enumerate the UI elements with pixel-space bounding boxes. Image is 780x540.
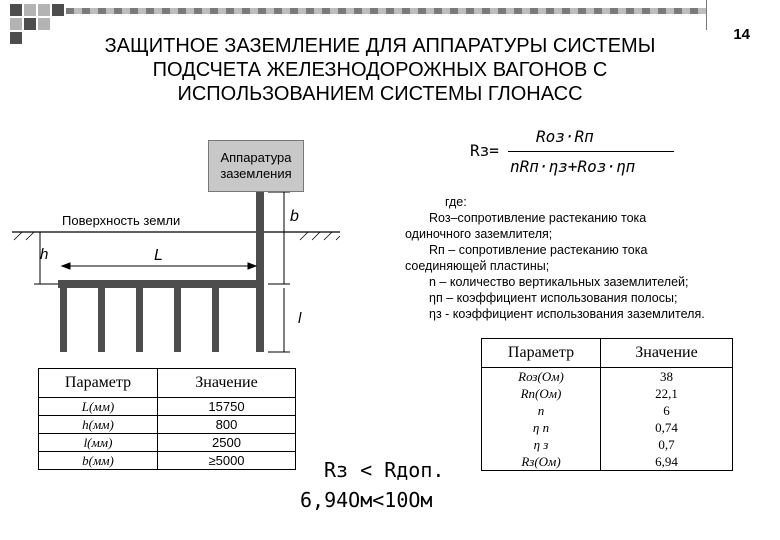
table-cell: L(мм) bbox=[39, 398, 158, 416]
dimension-b bbox=[268, 192, 290, 284]
formula-denominator: nRп·ηз+Rоз·ηп bbox=[510, 157, 636, 176]
table-row bbox=[482, 368, 733, 471]
table-header-cell: Параметр bbox=[39, 369, 158, 398]
slide-title: ЗАЩИТНОЕ ЗАЗЕМЛЕНИЕ ДЛЯ АППАРАТУРЫ СИСТЕМЫ ПОДСЧЕТА ЖЕЛЕЗНОДОРОЖНЫХ ВАГОНОВ С ИСПОЛЬЗОВАНИЕМ СИСТЕМЫ ГЛОНАСС bbox=[104, 35, 656, 105]
table-cell: b(мм) bbox=[39, 452, 158, 470]
label-L: L bbox=[154, 247, 163, 264]
description-line: одиночного заземлителя; bbox=[405, 227, 553, 241]
electrode bbox=[174, 288, 181, 352]
equipment-label-line2: заземления bbox=[220, 166, 292, 181]
table-header-cell: Значение bbox=[601, 339, 733, 368]
param-item: Rоз(Ом) bbox=[518, 369, 564, 384]
description-line: ηз - коэффициент использования заземлителя. bbox=[429, 307, 705, 321]
table-cell-values bbox=[601, 368, 733, 471]
param-item: η п bbox=[532, 420, 550, 435]
formula-lhs: Rз= bbox=[470, 141, 499, 160]
description-line: Rоз–сопротивление растеканию тока bbox=[429, 211, 647, 225]
formula-numerator: Rоз·Rп bbox=[536, 127, 594, 146]
label-l: l bbox=[298, 310, 302, 327]
param-item: η з bbox=[533, 437, 549, 452]
equipment-box bbox=[208, 140, 304, 192]
table-cell: 15750 bbox=[158, 398, 296, 416]
formula-description bbox=[405, 194, 777, 322]
value-item: 6,94 bbox=[655, 454, 678, 469]
result-inequality: Rз < Rдоп. bbox=[324, 458, 445, 482]
param-item: Rп(Ом) bbox=[520, 386, 562, 401]
param-item: Rз(Ом) bbox=[521, 454, 561, 469]
electrode bbox=[60, 288, 67, 352]
parameters-table-right bbox=[481, 338, 733, 471]
grounding-conductor bbox=[256, 192, 264, 352]
value-item: 0,74 bbox=[655, 420, 678, 435]
equipment-label-line1: Аппаратура bbox=[220, 150, 292, 165]
header-divider bbox=[706, 0, 707, 30]
electrode bbox=[98, 288, 105, 352]
table-header-row bbox=[39, 369, 296, 398]
description-line: n – количество вертикальных заземлителей; bbox=[429, 275, 689, 289]
table-cell: 2500 bbox=[158, 434, 296, 452]
electrode bbox=[212, 288, 219, 352]
result-block bbox=[300, 455, 444, 515]
parameters-table-left bbox=[38, 368, 296, 470]
table-row bbox=[39, 398, 296, 416]
connecting-strip bbox=[58, 280, 264, 288]
page-number: 14 bbox=[733, 26, 750, 43]
table-cell: 800 bbox=[158, 416, 296, 434]
label-h: h bbox=[40, 246, 49, 263]
table-row bbox=[39, 452, 296, 470]
description-line: соединяющей пластины; bbox=[405, 259, 550, 273]
param-item: n bbox=[537, 403, 545, 418]
fraction-bar bbox=[508, 151, 674, 152]
value-item: 6 bbox=[663, 403, 670, 418]
table-row bbox=[39, 434, 296, 452]
description-intro: где: bbox=[445, 195, 467, 209]
table-cell: ≥5000 bbox=[158, 452, 296, 470]
electrode bbox=[136, 288, 143, 352]
table-cell: l(мм) bbox=[39, 434, 158, 452]
description-line: ηп – коэффициент использования полосы; bbox=[429, 291, 678, 305]
table-header-row bbox=[482, 339, 733, 368]
ground-hatching bbox=[14, 232, 340, 240]
surface-label: Поверхность земли bbox=[62, 213, 181, 228]
vertical-electrodes bbox=[60, 288, 219, 352]
table-header-cell: Значение bbox=[158, 369, 296, 398]
result-values: 6,94Ом<10Ом bbox=[300, 488, 433, 512]
label-b: b bbox=[290, 208, 299, 225]
table-cell: h(мм) bbox=[39, 416, 158, 434]
dimension-l bbox=[268, 288, 290, 352]
value-item: 22,1 bbox=[655, 386, 678, 401]
table-cell-params bbox=[482, 368, 601, 471]
table-row bbox=[39, 416, 296, 434]
value-item: 0,7 bbox=[658, 437, 675, 452]
table-header-cell: Параметр bbox=[482, 339, 601, 368]
description-line: Rп – сопротивление растеканию тока bbox=[429, 243, 648, 257]
value-item: 38 bbox=[660, 369, 673, 384]
